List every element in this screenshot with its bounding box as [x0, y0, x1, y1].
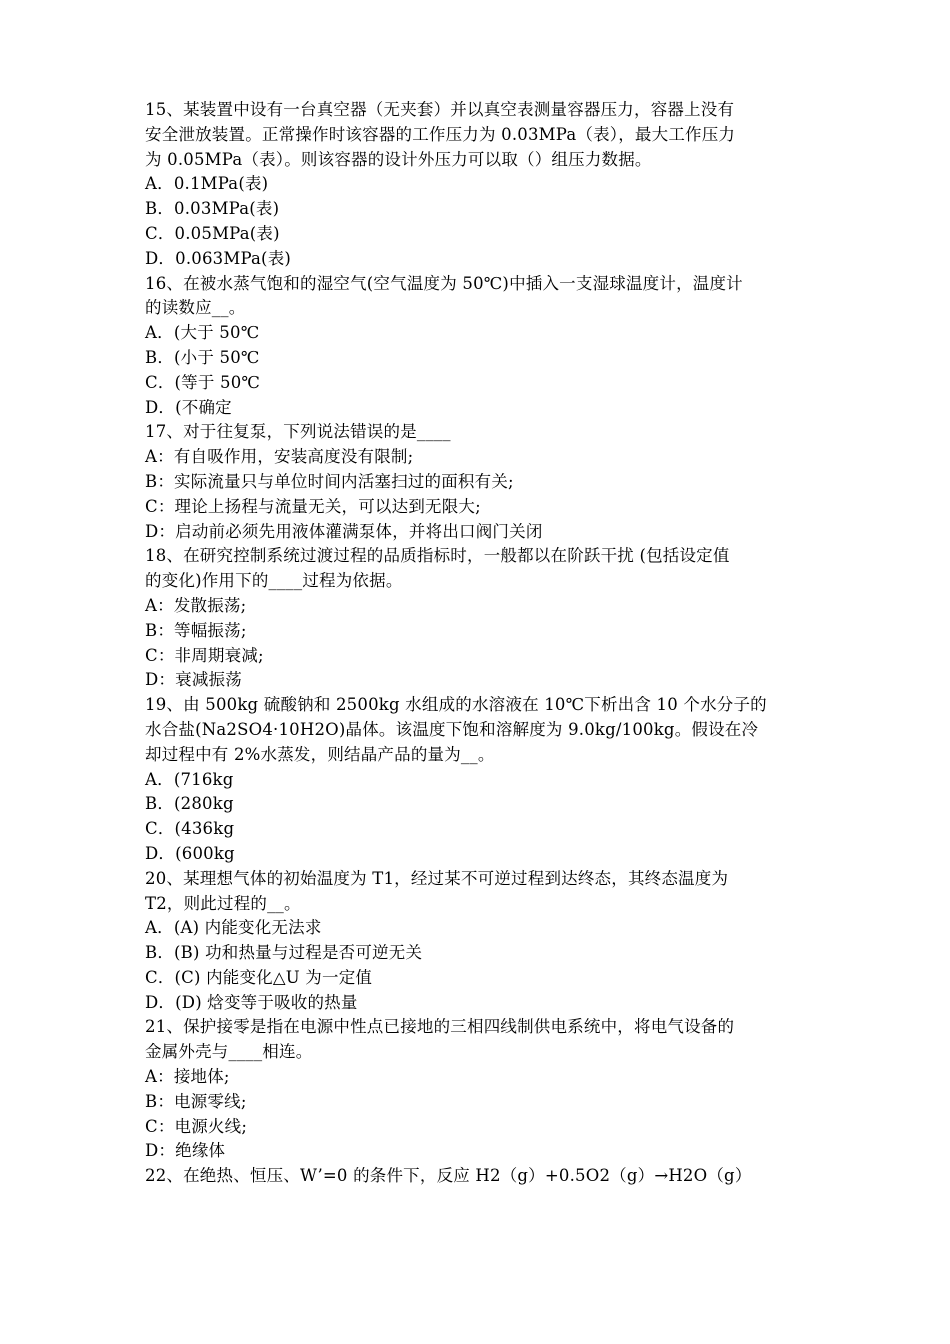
q19-option-c: C．(436kg — [145, 819, 235, 839]
q18-option-d: D：衰减振荡 — [145, 670, 242, 690]
q20-option-a: A．(A) 内能变化无法求 — [145, 918, 322, 938]
q19-stem-line-2: 水合盐(Na2SO4·10H2O)晶体。该温度下饱和溶解度为 9.0kg/100kg。假设在冷 — [145, 719, 759, 739]
q21-stem-line-2: 金属外壳与____相连。 — [145, 1042, 313, 1062]
q15-option-a: A．0.1MPa(表) — [145, 174, 269, 194]
q18-stem-line-2: 的变化)作用下的____过程为依据。 — [145, 571, 403, 591]
q16-option-a: A．(大于 50℃ — [145, 323, 260, 343]
q15-option-d: D．0.063MPa(表) — [145, 248, 292, 268]
q20-stem-line-1: 20、某理想气体的初始温度为 T1，经过某不可逆过程到达终态，其终态温度为 — [145, 868, 729, 888]
q18-option-c: C：非周期衰减; — [145, 645, 264, 665]
q15-option-c: C．0.05MPa(表) — [145, 223, 280, 243]
q22-stem-line-1: 22、在绝热、恒压、W’=0 的条件下，反应 H2（g）+0.5O2（g）→H2O（g） — [145, 1166, 752, 1186]
q15-stem-line-1: 15、某装置中设有一台真空器（无夹套）并以真空表测量容器压力，容器上没有 — [145, 100, 735, 119]
q19-option-a: A．(716kg — [145, 769, 234, 789]
q19-stem-line-1: 19、由 500kg 硫酸钠和 2500kg 水组成的水溶液在 10℃下析出含 10 个水分子的 — [145, 695, 767, 715]
q17-stem: 17、对于往复泵，下列说法错误的是____ — [145, 422, 451, 442]
q18-option-a: A：发散振荡; — [145, 595, 247, 615]
q16-stem-line-2: 的读数应__。 — [145, 298, 246, 318]
q19-option-d: D．(600kg — [145, 843, 235, 863]
q17-option-b: B：实际流量只与单位时间内活塞扫过的面积有关; — [145, 471, 514, 491]
q16-stem-line-1: 16、在被水蒸气饱和的湿空气(空气温度为 50℃)中插入一支湿球温度计，温度计 — [145, 273, 743, 293]
q17-option-d: D：启动前必须先用液体灌满泵体，并将出口阀门关闭 — [145, 521, 543, 541]
q18-stem-line-1: 18、在研究控制系统过渡过程的品质指标时，一般都以在阶跃干扰 (包括设定值 — [145, 546, 730, 566]
q20-option-c: C．(C) 内能变化△U 为一定值 — [145, 967, 373, 987]
q17-option-a: A：有自吸作用，安装高度没有限制; — [145, 447, 414, 467]
q21-option-a: A：接地体; — [145, 1067, 230, 1087]
q21-option-b: B：电源零线; — [145, 1091, 247, 1111]
q20-option-d: D．(D) 焓变等于吸收的热量 — [145, 992, 358, 1012]
q20-stem-line-2: T2，则此过程的__。 — [145, 893, 301, 913]
q15-option-b: B．0.03MPa(表) — [145, 199, 280, 219]
q15-stem-line-2: 安全泄放装置。正常操作时该容器的工作压力为 0.03MPa（表），最大工作压力 — [145, 124, 736, 144]
q19-stem-line-3: 却过程中有 2%水蒸发，则结晶产品的量为__。 — [145, 744, 495, 764]
q17-option-c: C：理论上扬程与流量无关，可以达到无限大; — [145, 496, 481, 516]
q16-option-b: B．(小于 50℃ — [145, 347, 260, 367]
q18-option-b: B：等幅振荡; — [145, 620, 247, 640]
q19-option-b: B．(280kg — [145, 794, 234, 814]
q16-option-c: C．(等于 50℃ — [145, 372, 261, 392]
q21-option-d: D：绝缘体 — [145, 1141, 226, 1161]
q15-stem-line-3: 为 0.05MPa（表）。则该容器的设计外压力可以取（）组压力数据。 — [145, 149, 652, 169]
q21-option-c: C：电源火线; — [145, 1116, 248, 1136]
q21-stem-line-1: 21、保护接零是指在电源中性点已接地的三相四线制供电系统中，将电气设备的 — [145, 1017, 735, 1037]
q16-option-d: D．(不确定 — [145, 397, 232, 417]
q20-option-b: B．(B) 功和热量与过程是否可逆无关 — [145, 943, 423, 963]
document-body — [145, 98, 815, 1189]
